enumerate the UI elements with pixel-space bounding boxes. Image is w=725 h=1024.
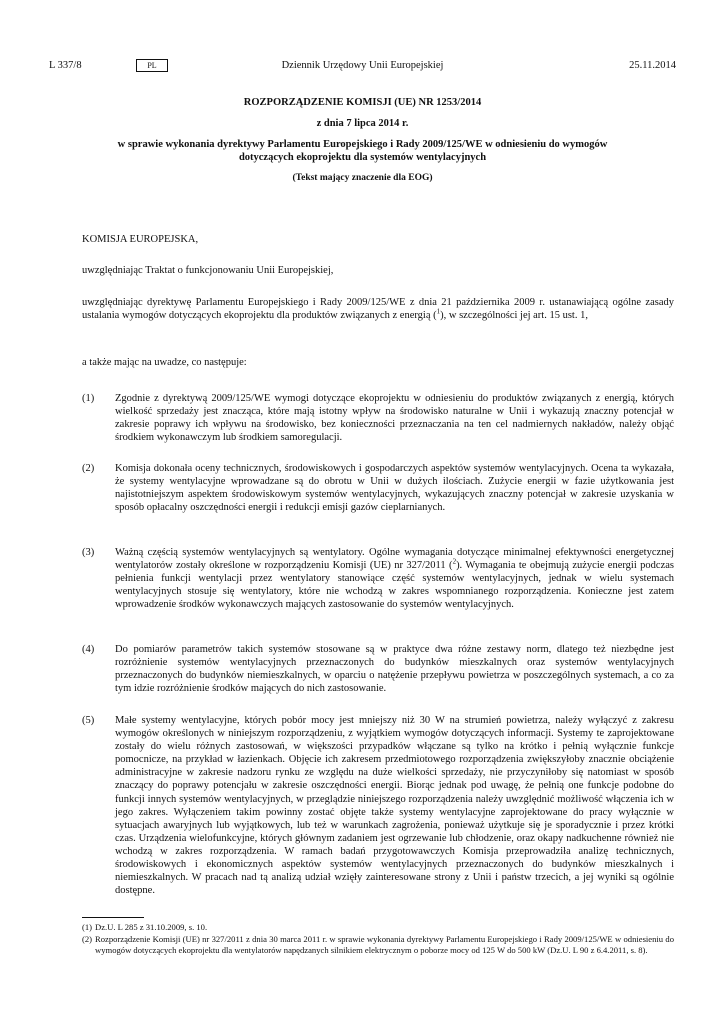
recital-number: (3)	[82, 547, 95, 558]
language-badge: PL	[136, 59, 168, 72]
recital-number: (2)	[82, 463, 95, 474]
recital-text: Małe systemy wentylacyjne, których pobór mocy jest mniejszy niż 30 W na strumień powietrza, należy wyłączyć z zakresu wymogów określonych w niniejszym rozporządzeniu, z wyjątkiem wymogów dotyczących informacji. Systemy te zaprojektowane zostały do wielu różnych zastosowań, w większości przypadków włączane są tylko na krótko i pełnią wyłącznie funkcje pomocnicze, na przykład w łazienkach. Objęcie ich zakresem przedmiotowego rozporządzenia zwiększyłoby znacznie obciążenie administracyjne w zakresie nadzoru rynku ze względu na duże wielkości sprzedaży, nie przyczyniłoby się natomiast w sposób znaczący do poprawy potencjału w zakresie oszczędności energii. Biorąc jednak pod uwagę, że pełnią one funkcje podobne do funkcji innych systemów wentylacyjnych, w przeglądzie niniejszego rozporządzenia należy uwzględnić możliwość włączenia ich w jego zakres. Wyłączeniem takim powinny zostać objęte także systemy wentylacyjne zaprojektowane do pracy wyłącznie w sytuacjach awaryjnych lub wyjątkowych, lub też w warunkach zagrożenia, ponieważ użytkuje się je sporadycznie i przez krótki czas. Urządzenia wielofunkcyjne, których głównym zadaniem jest ogrzewanie lub chłodzenie, oraz okapy nadkuchenne również nie wchodzą w zakres rozporządzenia. W ramach badań przygotowawczych Komisja przeprowadziła analizę technicznych, środowiskowych i ekonomicznych aspektów systemów wentylacyjnych przeznaczonych do budynków mieszkalnych i niemieszkalnych. W pracach nad tą analizą udział wzięły zainteresowane strony z Unii i państw trzecich, a jej wyniki są ogólnie dostępne.	[115, 715, 674, 897]
recital-number: (5)	[82, 715, 95, 726]
publication-date: 25.11.2014	[629, 60, 676, 71]
footnote-ref-1[interactable]: 1	[436, 307, 441, 316]
recital-number: (4)	[82, 644, 95, 655]
footnote-text: Rozporządzenie Komisji (UE) nr 327/2011 z dnia 30 marca 2011 r. w sprawie wykonania dyrektywy Parlamentu Europejskiego i Rady 2009/125/WE w odniesieniu do wymogów dotyczących ekoprojektu dla wentylatorów napędzanych silnikiem elektrycznym o poborze mocy od 125 W do 500 kW (Dz.U. L 90 z 6.4.2011, s. 8).	[95, 934, 674, 955]
preamble-commission: KOMISJA EUROPEJSKA,	[82, 234, 199, 245]
footnote-1	[82, 922, 674, 933]
footnote-text: Dz.U. L 285 z 31.10.2009, s. 10.	[95, 922, 208, 932]
regulation-title-block	[90, 96, 635, 185]
page-header	[49, 58, 676, 74]
recital-text: Zgodnie z dyrektywą 2009/125/WE wymogi dotyczące ekoprojektu w odniesieniu do produktów związanych z energią, których wielkość sprzedaży jest znacząca, które mają istotny wpływ na środowisko naturalne w Unii i wykazują znaczny potencjał w zakresie poprawy ich wpływu na środowisko, bez konieczności przeznaczania na ten cel nadmiernych nakładów, należy objąć środkiem wykonawczym lub środkiem samoregulacji.	[115, 393, 674, 444]
footnote-divider	[82, 917, 144, 918]
preamble-whereas: a także mając na uwadze, co następuje:	[82, 357, 247, 368]
footnote-ref-2[interactable]: 2	[452, 557, 457, 566]
recital-text: Ważną częścią systemów wentylacyjnych są wentylatory. Ogólne wymagania dotyczące minimalnej efektywności energetycznej wentylatorów zostały określone w rozporządzeniu Komisji (UE) nr 327/2011 ($^2$). Wymagania te obejmują zużycie energii podczas pełnienia funkcji wentylacji przez wentylatory stanowiące część systemów wentylacyjnych, jednak w wielu systemach wentylacyjnych stosuje się wentylatory, które nie wchodzą w zakres wspomnianego rozporządzenia. Konieczne jest zatem wprowadzenie środków wykonawczych mających zastosowanie do systemów wentylacyjnych.	[115, 547, 674, 611]
page-reference: L 337/8	[49, 60, 82, 71]
regulation-date: z dnia 7 lipca 2014 r.	[316, 118, 409, 129]
regulation-title: ROZPORZĄDZENIE KOMISJI (UE) NR 1253/2014	[243, 97, 482, 108]
recital-number: (1)	[82, 393, 95, 404]
recital-text: Komisja dokonała oceny technicznych, środowiskowych i gospodarczych aspektów systemów wentylacyjnych. Ocena ta wykazała, że systemy wentylacyjne wprowadzane są do obrotu w Unii w dużych ilościach. Zużycie energii w fazie użytkowania jest najistotniejszym aspektem środowiskowym systemów wentylacyjnych, wykazujących znaczny potencjał w zakresie uzyskania w sposób opłacalny oszczędności energii i redukcji emisji gazów cieplarnianych.	[115, 463, 674, 514]
journal-title: Dziennik Urzędowy Unii Europejskiej	[281, 60, 444, 71]
recital-text: Do pomiarów parametrów takich systemów stosowane są w praktyce dwa różne zestawy norm, dlatego też niezbędne jest rozróżnienie systemów wentylacyjnych przeznaczonych do budynków mieszkalnych oraz systemów wentylacyjnych przeznaczonych do budynków niemieszkalnych, w oparciu o natężenie przepływu powietrza w poszczególnych systemach, a co za tym idzie rozróżnienie środków mających do nich zastosowanie.	[115, 644, 674, 695]
footnote-number: (1)	[82, 922, 93, 932]
footnote-number: (2)	[82, 934, 93, 944]
preamble-treaty: uwzględniając Traktat o funkcjonowaniu Unii Europejskiej,	[82, 265, 334, 276]
footnote-2	[82, 934, 674, 956]
preamble-directive: uwzględniając dyrektywę Parlamentu Europejskiego i Rady 2009/125/WE z dnia 21 października 2009 r. ustanawiającą ogólne zasady ustalania wymogów dotyczących ekoprojektu dla produktów związanych z energią ($^1$), w szczególności jej art. 15 ust. 1,	[82, 297, 674, 322]
eea-relevance: (Tekst mający znaczenie dla EOG)	[292, 173, 433, 183]
regulation-subject: w sprawie wykonania dyrektywy Parlamentu Europejskiego i Rady 2009/125/WE w odniesieniu do wymogów dotyczących ekoprojektu dla systemów wentylacyjnych	[117, 139, 608, 163]
